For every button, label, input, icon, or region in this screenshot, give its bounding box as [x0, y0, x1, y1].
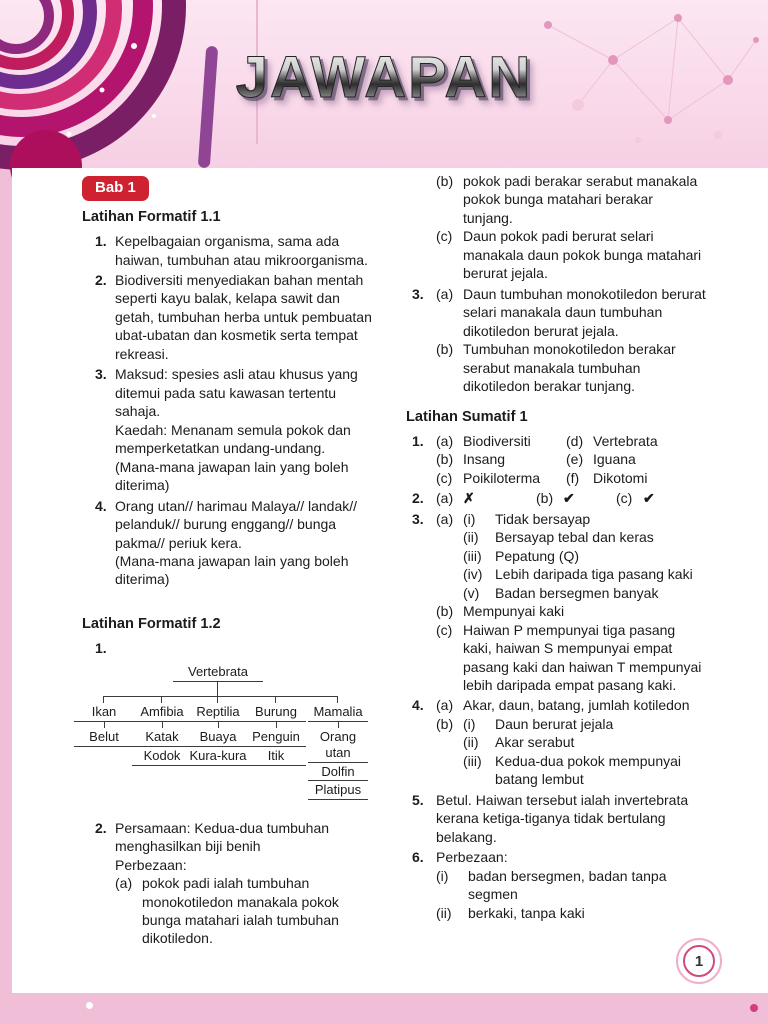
answer-line: Orang utan// harimau Malaya// landak// pelanduk// burung enggang// bunga pakma// periuk kera.	[115, 497, 358, 551]
roman-text: berkaki, tanpa kaki	[468, 904, 585, 921]
roman-text: Pepatung (Q)	[495, 547, 580, 564]
roman-marker: (i)	[436, 867, 449, 884]
item-number: 2.	[412, 490, 424, 507]
sub-marker: (b)	[436, 715, 454, 732]
mark-cell	[436, 489, 536, 507]
right-column	[406, 172, 706, 924]
tree-column	[132, 703, 192, 766]
tree-category-label: Reptilia	[188, 703, 248, 722]
item-number: 2.	[95, 819, 107, 836]
sub-marker: (a)	[436, 510, 454, 527]
item-number: 1.	[412, 432, 424, 449]
roman-marker: (iv)	[463, 566, 483, 583]
sub-text: Mempunyai kaki	[463, 603, 565, 620]
sub-marker: (c)	[436, 621, 453, 638]
answer-item	[82, 639, 380, 657]
pair-row	[436, 469, 706, 487]
pair-marker: (b)	[436, 451, 454, 468]
answer-pair	[566, 450, 636, 468]
tree-connector	[275, 696, 276, 703]
sub-item	[436, 510, 706, 602]
roman-text: badan bersegmen, badan tanpa segmen	[468, 867, 667, 903]
sub-text: Daun pokok padi berurat selari manakala daun pokok bunga matahari berurat jejala.	[463, 228, 702, 282]
item-number: 1.	[95, 233, 107, 250]
pair-text: Iguana	[593, 451, 636, 468]
answer-line: Perbezaan:	[115, 856, 187, 873]
chapter-badge: Bab 1	[82, 176, 149, 201]
sub-marker: (b)	[436, 341, 454, 358]
tree-connector	[217, 682, 218, 696]
item-body	[436, 848, 706, 922]
answer-line: (Mana-mana jawapan lain yang boleh diterima)	[115, 553, 349, 588]
roman-text: Daun berurat jejala	[495, 715, 614, 732]
sub-marker: (a)	[436, 285, 454, 302]
tree-connector	[103, 696, 104, 703]
pair-row	[436, 450, 706, 468]
tree-child-label: Kura-kura	[188, 748, 248, 766]
pair-marker: (e)	[566, 451, 584, 468]
tree-category-label: Amfibia	[132, 703, 192, 722]
tree-connector	[218, 722, 219, 728]
sub-text: pokok padi berakar serabut manakala pokok bunga matahari berakar tunjang.	[463, 173, 698, 226]
pair-marker: (d)	[566, 432, 584, 449]
tree-connector	[161, 696, 162, 703]
roman-marker: (iii)	[463, 752, 482, 769]
pair-text: Dikotomi	[593, 469, 648, 486]
roman-item	[436, 904, 706, 922]
tree-category-label: Burung	[246, 703, 306, 722]
sub-marker: (a)	[436, 490, 454, 507]
item-body	[436, 172, 706, 283]
tree-connector	[104, 722, 105, 728]
answer-line: (Mana-mana jawapan lain yang boleh diterima)	[115, 458, 349, 494]
tree-connector	[104, 696, 338, 697]
answer-item	[406, 172, 706, 283]
sub-item	[436, 172, 706, 227]
roman-item	[463, 752, 706, 789]
item-body	[436, 489, 706, 507]
sub-body	[463, 715, 706, 789]
tree-child-label: Buaya	[188, 729, 248, 747]
roman-marker: (ii)	[463, 529, 479, 546]
sub-marker: (c)	[616, 490, 633, 507]
pair-text: Insang	[463, 451, 506, 468]
item-body	[436, 696, 706, 788]
answer-line: Kaedah: Menanam semula pokok dan memperketatkan undang-undang.	[115, 421, 351, 457]
roman-item	[436, 867, 706, 904]
tree-root-label: Vertebrata	[173, 663, 263, 682]
item-body	[436, 285, 706, 396]
sub-item	[436, 696, 706, 714]
item-body	[436, 432, 706, 487]
roman-item	[463, 584, 706, 602]
tree-child-label: Penguin	[246, 729, 306, 747]
roman-text: Tidak bersayap	[495, 510, 591, 527]
roman-marker: (i)	[463, 510, 476, 527]
item-number: 6.	[412, 849, 424, 866]
sub-text: Akar, daun, batang, jumlah kotiledon	[463, 697, 690, 714]
sub-marker: (c)	[436, 228, 453, 245]
pair-marker: (c)	[436, 469, 453, 486]
answer-item	[406, 489, 706, 507]
sub-item	[436, 715, 706, 789]
sub-item	[115, 874, 380, 948]
answer-item	[406, 432, 706, 487]
item-number: 4.	[95, 497, 107, 514]
section-heading: Latihan Sumatif 1	[406, 408, 528, 425]
tree-child-label: Orang utan	[308, 729, 368, 763]
roman-marker: (ii)	[436, 904, 452, 921]
roman-item	[463, 715, 706, 733]
tree-connector	[276, 722, 277, 728]
answer-item	[82, 497, 380, 589]
sub-body	[463, 510, 706, 602]
item-body	[115, 497, 380, 589]
item-body	[115, 232, 380, 269]
roman-marker: (ii)	[463, 734, 479, 751]
roman-text: Badan bersegmen banyak	[495, 584, 659, 601]
roman-item	[463, 510, 706, 528]
item-number: 4.	[412, 697, 424, 714]
mark-cell	[536, 489, 616, 507]
dot-decoration	[750, 1004, 758, 1012]
item-body	[115, 365, 380, 494]
sub-text: pokok padi ialah tumbuhan monokotiledon manakala pokok bunga matahari ialah tumbuhan dikotiledon.	[142, 875, 339, 947]
answer-line: Biodiversiti menyediakan bahan mentah seperti kayu balak, kelapa sawit dan getah, tumbuhan herba untuk pembuatan ubat-ubatan dan kosmetik serta tempat rekreasi.	[115, 271, 372, 362]
roman-text: Kedua-dua pokok mempunyai batang lembut	[495, 752, 682, 788]
sub-item	[436, 621, 706, 695]
tree-column	[308, 703, 368, 801]
pair-text: Vertebrata	[593, 432, 658, 449]
page-number-medallion	[676, 938, 722, 984]
tree-child-label: Itik	[246, 748, 306, 766]
answer-pair	[436, 450, 566, 468]
item-number: 3.	[412, 285, 424, 302]
tree-child-label: Katak	[132, 729, 192, 747]
classification-tree	[90, 663, 380, 811]
roman-item	[463, 547, 706, 565]
tree-connector	[162, 722, 163, 728]
item-body	[436, 791, 706, 846]
roman-text: Bersayap tebal dan keras	[495, 529, 654, 546]
section-heading: Latihan Formatif 1.2	[82, 615, 221, 632]
tree-connector	[217, 696, 218, 703]
page-number: 1	[683, 945, 715, 977]
answer-item	[406, 791, 706, 846]
tree-child-label: Platipus	[308, 782, 368, 800]
roman-marker: (v)	[463, 584, 480, 601]
mark-cell	[616, 489, 655, 507]
dot-decoration	[86, 1002, 93, 1009]
answer-item	[82, 271, 380, 363]
roman-item	[463, 733, 706, 751]
answer-pair	[436, 469, 566, 487]
roman-marker: (i)	[463, 715, 476, 732]
item-number: 3.	[95, 366, 107, 383]
answer-pair	[566, 469, 647, 487]
item-number: 5.	[412, 791, 424, 808]
header-banner	[0, 0, 768, 168]
roman-text: Lebih daripada tiga pasang kaki	[495, 566, 693, 583]
roman-text: Akar serabut	[495, 734, 575, 751]
page-title: JAWAPAN	[0, 44, 768, 111]
pair-row	[436, 432, 706, 450]
sub-item	[436, 285, 706, 340]
sub-marker: (b)	[536, 490, 554, 507]
pair-marker: (a)	[436, 432, 454, 449]
answer-item	[82, 232, 380, 269]
answer-pair	[566, 432, 658, 450]
answer-item	[406, 696, 706, 788]
item-number: 2.	[95, 271, 107, 288]
answer-line: Maksud: spesies asli atau khusus yang ditemui pada satu kawasan tertentu sahaja.	[115, 366, 358, 420]
answer-item	[406, 285, 706, 396]
tree-column	[246, 703, 306, 766]
pair-text: Biodiversiti	[463, 432, 531, 449]
sub-text: Tumbuhan monokotiledon berakar serabut manakala tumbuhan dikotiledon berakar tunjang.	[463, 341, 676, 395]
mark-symbol: ✗	[463, 490, 475, 507]
sub-text: Daun tumbuhan monokotiledon berurat selari manakala daun tumbuhan dikotiledon berurat jejala.	[463, 285, 706, 339]
mark-symbol: ✔	[563, 490, 575, 507]
tree-connector	[337, 696, 338, 703]
sub-marker: (b)	[436, 603, 454, 620]
item-number: 1.	[95, 640, 107, 657]
tree-child-label: Belut	[74, 729, 134, 747]
tree-connector	[338, 722, 339, 728]
tree-category-label: Ikan	[74, 703, 134, 722]
section-heading: Latihan Formatif 1.1	[82, 208, 221, 225]
pair-text: Poikiloterma	[463, 469, 541, 486]
answer-line: Kepelbagaian organisma, sama ada haiwan, tumbuhan atau mikroorganisma.	[115, 233, 368, 268]
answer-line: Perbezaan:	[436, 849, 508, 866]
answer-item	[82, 819, 380, 948]
answer-line: Persamaan: Kedua-dua tumbuhan menghasilkan biji benih	[115, 819, 330, 855]
sub-marker: (a)	[436, 697, 454, 714]
tree-column	[188, 703, 248, 766]
roman-marker: (iii)	[463, 547, 482, 564]
tree-child-label: Kodok	[132, 748, 192, 766]
sub-marker: (a)	[115, 875, 133, 892]
tree-category-label: Mamalia	[308, 703, 368, 722]
answer-item	[406, 848, 706, 922]
mark-symbol: ✔	[643, 490, 655, 507]
answer-item	[406, 510, 706, 695]
sub-item	[436, 602, 706, 620]
pair-marker: (f)	[566, 469, 580, 486]
answer-pair	[436, 432, 566, 450]
item-body	[115, 819, 380, 948]
item-body	[115, 271, 380, 363]
sub-text: Haiwan P mempunyai tiga pasang kaki, haiwan S mempunyai empat pasang kaki dan haiwan T mempunyai lebih daripada empat pasang kaki.	[463, 621, 702, 693]
left-column	[82, 176, 380, 950]
tree-child-label: Dolfin	[308, 764, 368, 782]
sub-item	[436, 340, 706, 395]
roman-item	[463, 565, 706, 583]
sub-item	[436, 227, 706, 282]
sub-marker: (b)	[436, 173, 454, 189]
answer-item	[82, 365, 380, 494]
tree-column	[74, 703, 134, 747]
item-number: 3.	[412, 510, 424, 527]
roman-item	[463, 528, 706, 546]
item-body	[436, 510, 706, 695]
answer-line: Betul. Haiwan tersebut ialah invertebrata kerana ketiga-tiganya tidak bertulang belakang.	[436, 791, 689, 845]
